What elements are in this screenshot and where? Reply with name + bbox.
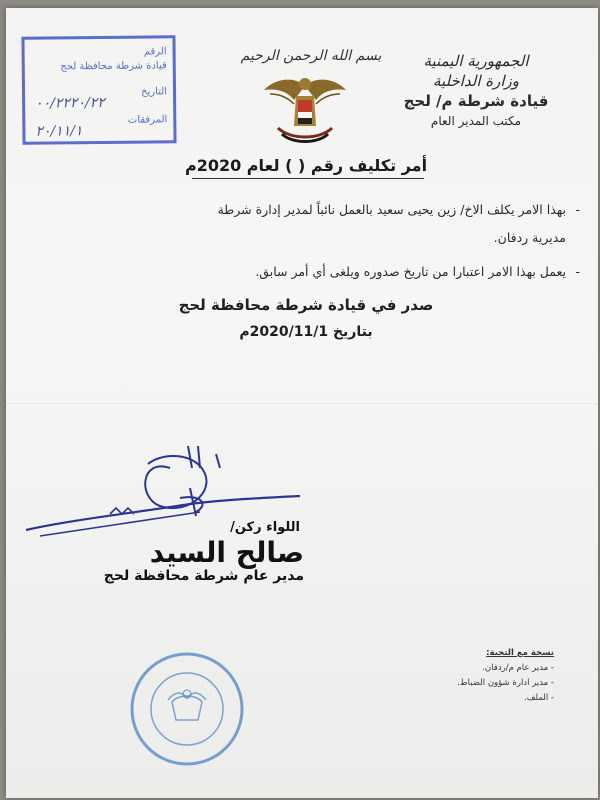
- signatory-title: مدير عام شرطة محافظة لحج: [103, 568, 304, 584]
- document-page: [6, 8, 598, 798]
- copies-header: نسخة مع التحية:: [486, 648, 554, 658]
- issued-place: صدر في قيادة شرطة محافظة لحج: [178, 296, 434, 314]
- body-line-3: [56, 264, 580, 279]
- body-line-1-text: بهذا الامر يكلف الاخ/ زين يحيى سعيد بالعمل نائباً لمدير إدارة شرطة: [217, 202, 566, 217]
- copies-item: - الملف.: [524, 693, 554, 703]
- body-line-3-text: يعمل بهذا الامر اعتبارا من تاريخ صدوره ويلغى أي أمر سابق.: [255, 264, 566, 279]
- bullet-1: -: [575, 202, 580, 217]
- signatory-name: صالح السيد: [149, 536, 304, 569]
- copies-item: - مدير عام م/ردفان.: [482, 663, 554, 673]
- copies-item: - مدير ادارة شؤون الضباط.: [457, 678, 554, 688]
- official-round-stamp-icon: [128, 650, 246, 768]
- registration-stamp: [21, 35, 176, 145]
- body-line-1: [56, 202, 580, 217]
- letterhead-command: قيادة شرطة م/ لحج: [403, 92, 549, 110]
- paper-crease: [6, 403, 598, 404]
- issued-date: بتاريخ 2020/11/1م: [239, 324, 373, 340]
- stamp-date-label: التاريخ: [140, 86, 168, 98]
- stamp-number-label: الرقم: [143, 46, 167, 58]
- copies-list: [374, 648, 554, 708]
- bullet-2: -: [575, 264, 580, 279]
- order-title: أمر تكليف رقم ( ) لعام 2020م: [184, 156, 428, 175]
- title-underline: [192, 178, 424, 179]
- body-line-2: [56, 230, 566, 245]
- basmala: بسم الله الرحمن الرحيم: [240, 48, 382, 64]
- letterhead-ministry: وزارة الداخلية: [432, 72, 520, 90]
- body-line-2-text: مديرية ردفان.: [493, 230, 566, 245]
- eagle-emblem-icon: [260, 68, 350, 148]
- stamp-date-handwritten: ٢٠/١١/١: [35, 123, 83, 140]
- stamp-authority: قيادة شرطة محافظة لحج: [60, 60, 167, 73]
- stamp-attachments-label: المرفقات: [127, 114, 168, 126]
- letterhead-country: الجمهورية اليمنية: [423, 52, 529, 70]
- letterhead-office: مكتب المدير العام: [430, 114, 522, 128]
- letterhead: [386, 52, 566, 128]
- signatory-rank: اللواء ركن/: [230, 520, 300, 535]
- stamp-number-handwritten: ٠٠/٢٢٢٠/٢٢: [35, 94, 105, 112]
